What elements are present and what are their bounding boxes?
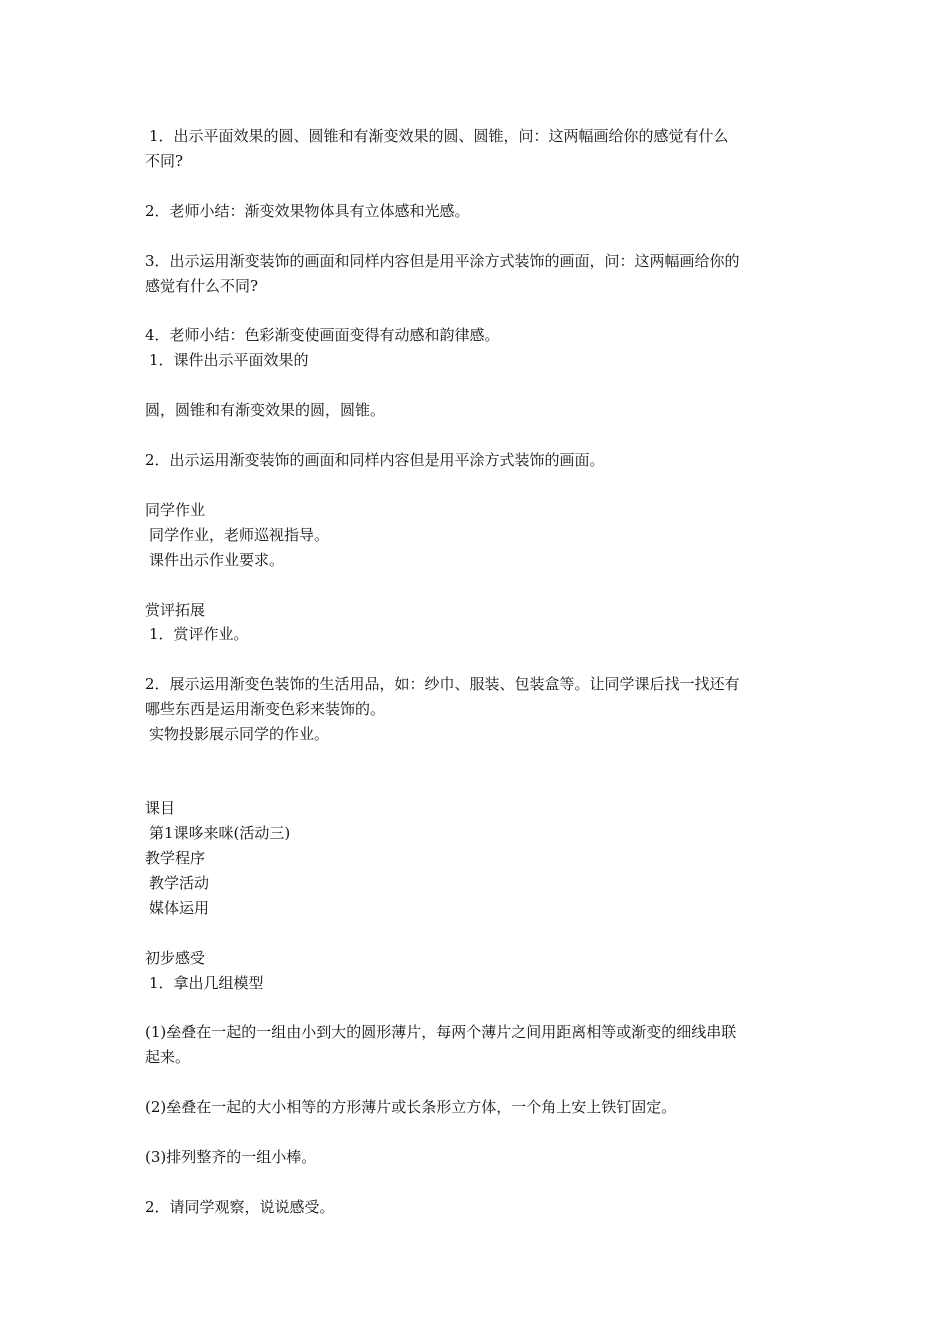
text-line: 1．赏评作业。 [149,625,249,643]
text-line: 感觉有什么不同? [145,277,259,295]
text-line: (1)垒叠在一起的一组由小到大的圆形薄片，每两个薄片之间用距离相等或渐变的细线串联 [145,1023,737,1041]
text-line: 4．老师小结：色彩渐变使画面变得有动感和韵律感。 [145,326,500,344]
text-line: (3)排列整齐的一组小棒。 [145,1148,317,1166]
text-line: 2．请同学观察，说说感受。 [145,1198,335,1216]
text-line: 1．出示平面效果的圆、圆锥和有渐变效果的圆、圆锥，问：这两幅画给你的感觉有什么 [149,127,729,145]
text-line: 2．老师小结：渐变效果物体具有立体感和光感。 [145,202,470,220]
text-line: 不同? [145,152,184,170]
section-heading: 教学程序 [145,849,206,867]
text-line: 哪些东西是运用渐变色彩来装饰的。 [145,700,386,718]
text-line: 2．出示运用渐变装饰的画面和同样内容但是用平涂方式装饰的画面。 [145,451,605,469]
text-line: 教学活动 [149,874,210,892]
text-line: 实物投影展示同学的作业。 [149,725,330,743]
section-heading: 课目 [145,799,176,817]
text-line: (2)垒叠在一起的大小相等的方形薄片或长条形立方体，一个角上安上铁钉固定。 [145,1098,677,1116]
text-line: 3．出示运用渐变装饰的画面和同样内容但是用平涂方式装饰的画面，问：这两幅画给你的 [145,252,740,270]
text-line: 2．展示运用渐变色装饰的生活用品，如：纱巾、服装、包装盒等。让同学课后找一找还有 [145,675,740,693]
section-heading: 初步感受 [145,949,206,967]
text-line: 课件出示作业要求。 [149,551,285,569]
section-heading: 同学作业 [145,501,206,519]
lesson-title: 第1课哆来咪(活动三) [149,824,291,842]
section-heading: 赏评拓展 [145,601,206,619]
text-line: 媒体运用 [149,899,210,917]
text-line: 1．课件出示平面效果的 [149,351,309,369]
text-line: 起来。 [145,1048,191,1066]
text-line: 圆，圆锥和有渐变效果的圆，圆锥。 [145,401,386,419]
text-line: 同学作业，老师巡视指导。 [149,526,330,544]
text-line: 1．拿出几组模型 [149,974,264,992]
